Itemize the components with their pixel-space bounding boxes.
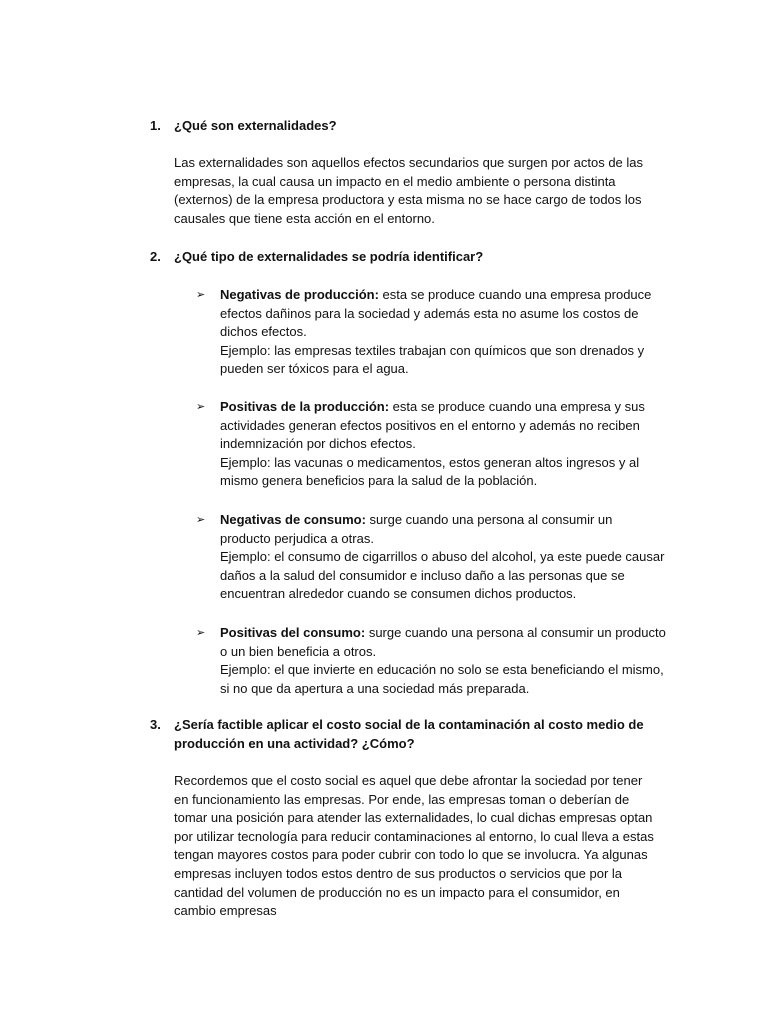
question-1 bbox=[150, 117, 670, 136]
bullet-example: Ejemplo: las empresas textiles trabajan con químicos que son drenados y pueden ser tóxicos para el agua. bbox=[220, 342, 645, 377]
question-text: ¿Sería factible aplicar el costo social de la contaminación al costo medio de producción en una actividad? ¿Cómo? bbox=[174, 717, 644, 751]
bullet-body: surge cuando una persona al consumir un producto perjudica a otras. bbox=[220, 512, 613, 546]
bullet-item bbox=[196, 511, 666, 604]
arrow-bullet-icon: ➢ bbox=[196, 627, 206, 639]
question-text: ¿Qué son externalidades? bbox=[174, 118, 337, 133]
bullet-example: Ejemplo: las vacunas o medicamentos, estos generan altos ingresos y al mismo genera beneficios para la salud de la población. bbox=[220, 454, 640, 489]
question-text: ¿Qué tipo de externalidades se podría identificar? bbox=[174, 249, 484, 264]
bullet-text bbox=[220, 624, 666, 698]
bullet-text bbox=[220, 398, 666, 491]
bullet-lead: Negativas de consumo: bbox=[220, 512, 366, 527]
question-2 bbox=[150, 248, 670, 267]
bullet-lead: Positivas del consumo: bbox=[220, 625, 366, 640]
arrow-bullet-icon: ➢ bbox=[196, 401, 206, 413]
bullet-item bbox=[196, 286, 666, 379]
bullet-body: esta se produce cuando una empresa produce efectos dañinos para la sociedad y además esta no asume los costos de dichos efectos. bbox=[220, 287, 652, 340]
bullet-example: Ejemplo: el que invierte en educación no solo se esta beneficiando el mismo, si no que da apertura a una sociedad más preparada. bbox=[220, 662, 664, 696]
bullet-body: esta se produce cuando una empresa y sus actividades generan efectos positivos en el entorno y además no reciben indemnización por dichos efectos. bbox=[220, 399, 645, 452]
question-number: 3. bbox=[150, 717, 161, 732]
bullet-example: Ejemplo: el consumo de cigarrillos o abuso del alcohol, ya este puede causar daños a la salud del consumidor e incluso daño a las personas que se encuentran alrededor cuando se consumen dichos productos. bbox=[220, 549, 665, 602]
answer-3: Recordemos que el costo social es aquel que debe afrontar la sociedad por tener en funcionamiento las empresas. Por ende, las empresas toman o deberían de tomar una posición para atender las externalidades, lo cual dichas empresas optan por utilizar tecnología para reducir contaminaciones al entorno, lo cual lleva a estas tengan mayores costos para poder cubrir con todo lo que se involucra. Ya algunas empresas incluyen todos estos dentro de sus productos o servicios que por la cantidad del volumen de producción no es un impacto para el consumidor, en cambio empresas bbox=[174, 773, 654, 919]
question-number: 1. bbox=[150, 118, 161, 133]
bullet-text bbox=[220, 511, 666, 604]
bullet-lead: Negativas de producción: bbox=[220, 287, 379, 302]
bullet-item bbox=[196, 624, 666, 698]
arrow-bullet-icon: ➢ bbox=[196, 289, 206, 301]
arrow-bullet-icon: ➢ bbox=[196, 514, 206, 526]
answer-1: Las externalidades son aquellos efectos secundarios que surgen por actos de las empresas, la cual causa un impacto en el medio ambiente o persona distinta (externos) de la empresa productora y esta misma no se hace cargo de todos los causales que tiene esta acción en el entorno. bbox=[174, 155, 644, 226]
question-number: 2. bbox=[150, 249, 161, 264]
bullet-body: surge cuando una persona al consumir un producto o un bien beneficia a otros. bbox=[220, 625, 666, 659]
question-3 bbox=[150, 716, 670, 753]
bullet-text bbox=[220, 286, 666, 379]
bullet-item bbox=[196, 398, 666, 491]
bullet-lead: Positivas de la producción: bbox=[220, 399, 390, 414]
